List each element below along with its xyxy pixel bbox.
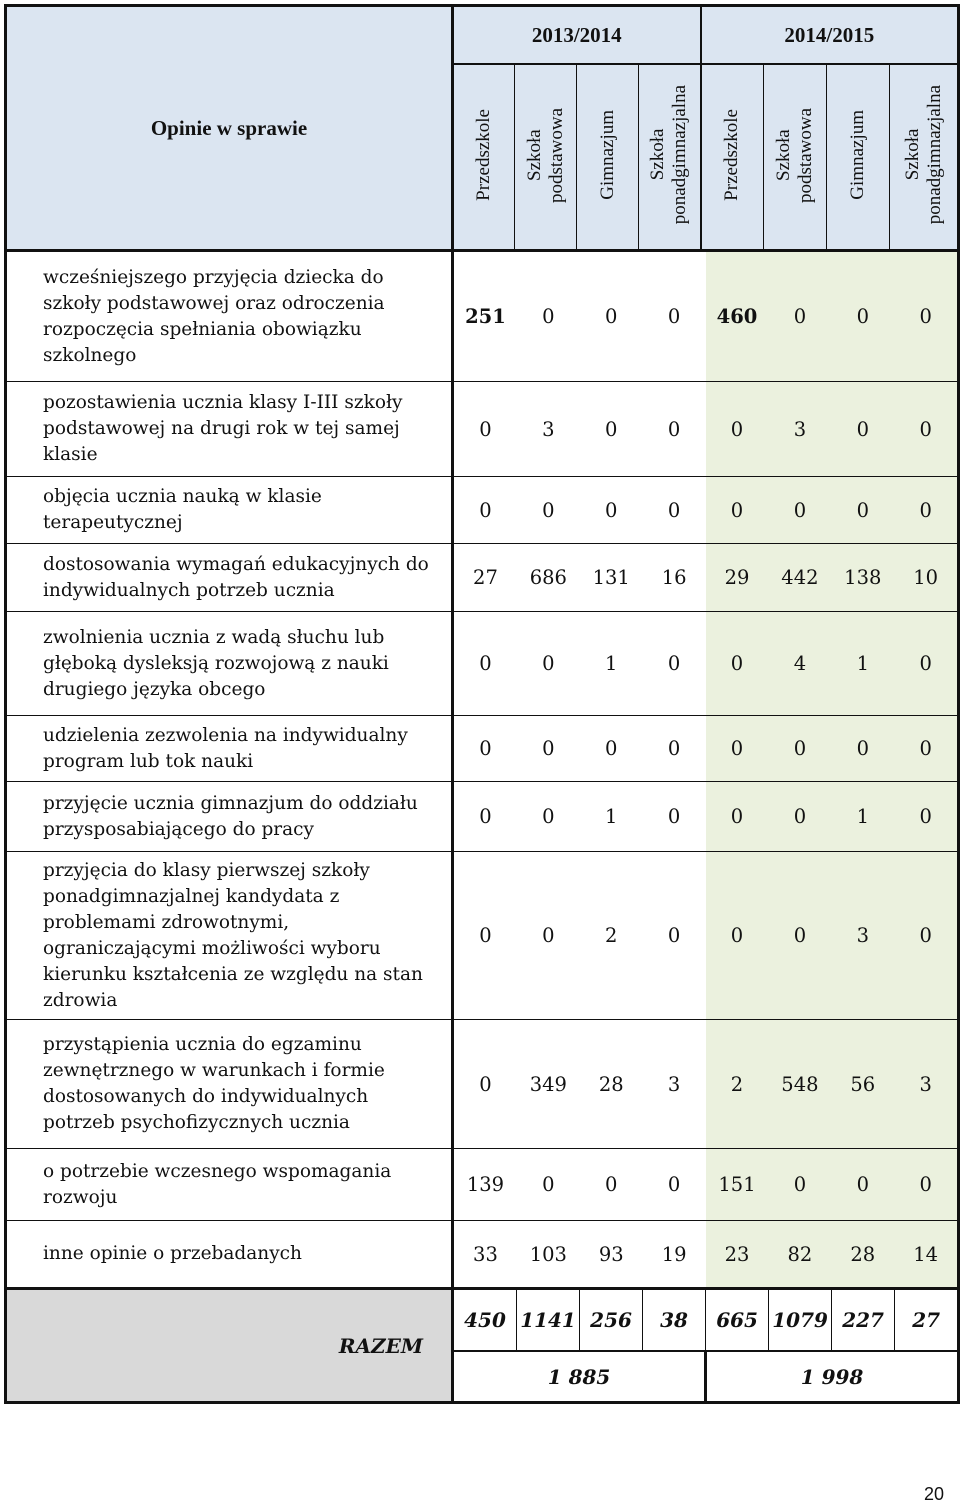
value-cell: 0: [667, 805, 681, 828]
value-cell: 27: [473, 566, 498, 589]
value-cell: 0: [831, 382, 894, 476]
value-cell: 0: [831, 716, 894, 781]
table-row: [6, 716, 959, 782]
sum-2013-2014: 1 885: [454, 1352, 707, 1401]
value-cell: 3: [894, 1020, 957, 1148]
row-label: wcześniejszego przyjęcia dziecka do szkoły podstawowej oraz odroczenia rozpoczęcia spełniania obowiązku szkolnego: [6, 251, 453, 382]
total-value-cell: 450: [454, 1290, 517, 1350]
value-cell: 0: [894, 782, 957, 851]
table-row: [6, 1020, 959, 1149]
value-cell: 1: [831, 782, 894, 851]
total-value-cell: 1079: [769, 1290, 832, 1350]
total-label: RAZEM: [6, 1289, 453, 1403]
sum-2014-2015: 1 998: [800, 1364, 864, 1389]
table-row: [6, 251, 959, 382]
value-cell: 103: [529, 1242, 567, 1266]
col-header: Gimnazjum: [577, 64, 639, 250]
value-cell: 0: [542, 924, 555, 947]
value-cell: 251: [465, 305, 506, 328]
value-cell: 16: [661, 566, 687, 589]
row-label: przyjęcie ucznia gimnazjum do oddziału przysposabiającego do pracy: [6, 782, 453, 852]
value-cell: 3: [768, 382, 831, 476]
table-row: [6, 1149, 959, 1221]
value-cell: 0: [605, 417, 618, 441]
value-cell: 1: [831, 612, 894, 715]
row-values: [453, 716, 959, 782]
value-cell: 56: [831, 1020, 894, 1148]
col-header: Szkoła podstawowa: [515, 64, 577, 250]
value-cell: 28: [831, 1221, 894, 1287]
value-cell: 29: [706, 544, 769, 611]
value-cell: 0: [706, 477, 769, 543]
row-label: pozostawienia ucznia klasy I-III szkoły podstawowej na drugi rok w tej samej klasie: [6, 382, 453, 477]
total-sums: [454, 1350, 957, 1401]
value-cell: 0: [542, 498, 555, 522]
value-cell: 0: [768, 1149, 831, 1220]
value-cell: 0: [542, 737, 555, 760]
row-values: [453, 251, 959, 382]
value-cell: 4: [768, 612, 831, 715]
total-value-cell: 256: [580, 1290, 643, 1350]
value-cell: 0: [667, 652, 681, 675]
header-title: Opinie w sprawie: [6, 6, 453, 251]
value-cell: 28: [598, 1072, 624, 1096]
value-cell: 3: [667, 1072, 681, 1096]
value-cell: 0: [479, 737, 492, 760]
value-cell: 2: [605, 924, 618, 947]
value-cell: 0: [542, 1173, 555, 1196]
value-cell: 0: [894, 477, 957, 543]
value-cell: 82: [768, 1221, 831, 1287]
value-cell: 460: [706, 252, 769, 381]
value-cell: 0: [479, 652, 492, 675]
value-cell: 0: [667, 417, 681, 441]
value-cell: 0: [667, 498, 681, 522]
table-row: [6, 782, 959, 852]
table-row: [6, 1221, 959, 1289]
value-cell: 23: [706, 1221, 769, 1287]
row-values: [453, 852, 959, 1020]
value-cell: 0: [768, 716, 831, 781]
value-cell: 14: [894, 1221, 957, 1287]
value-cell: 0: [667, 305, 681, 328]
value-cell: 33: [473, 1242, 498, 1266]
value-cell: 3: [831, 852, 894, 1019]
value-cell: 0: [831, 252, 894, 381]
value-cell: 0: [706, 782, 769, 851]
table-row: [6, 612, 959, 716]
value-cell: 151: [706, 1149, 769, 1220]
row-label: przyjęcia do klasy pierwszej szkoły ponadgimnazjalnej kandydata z problemami zdrowotnymi, ograniczającymi możliwości wyboru kierunku kształcenia ze względu na stan zdrowia: [6, 852, 453, 1020]
col-header: Szkoła podstawowa: [764, 64, 827, 250]
value-cell: 349: [529, 1072, 567, 1096]
table-row: [6, 544, 959, 612]
value-cell: 0: [667, 737, 681, 760]
value-cell: 0: [542, 652, 555, 675]
col-header: Szkoła ponadgimnazjalna: [890, 64, 959, 250]
col-header: Gimnazjum: [827, 64, 890, 250]
value-cell: 0: [605, 1173, 618, 1196]
value-cell: 0: [768, 252, 831, 381]
value-cell: 548: [768, 1020, 831, 1148]
table-row: [6, 382, 959, 477]
value-cell: 0: [542, 305, 555, 328]
value-cell: 93: [598, 1242, 624, 1266]
value-cell: 2: [706, 1020, 769, 1148]
value-cell: 19: [661, 1242, 687, 1266]
row-values: [453, 1020, 959, 1149]
value-cell: 0: [479, 1072, 492, 1096]
value-cell: 0: [706, 382, 769, 476]
value-cell: 1: [605, 652, 618, 675]
value-cell: 0: [768, 782, 831, 851]
value-cell: 0: [894, 382, 957, 476]
value-cell: 0: [706, 716, 769, 781]
row-values: [453, 544, 959, 612]
row-label: dostosowania wymagań edukacyjnych do indywidualnych potrzeb ucznia: [6, 544, 453, 612]
value-cell: 0: [479, 805, 492, 828]
value-cell: 138: [831, 544, 894, 611]
value-cell: 1: [605, 805, 618, 828]
value-cell: 3: [542, 417, 555, 441]
row-label: przystąpienia ucznia do egzaminu zewnętrznego w warunkach i formie dostosowanych do indywidualnych potrzeb psychofizycznych ucznia: [6, 1020, 453, 1149]
total-cell: [453, 1289, 959, 1403]
value-cell: 131: [592, 566, 630, 589]
value-cell: 0: [542, 805, 555, 828]
row-values: [453, 382, 959, 477]
row-values: [453, 782, 959, 852]
total-value-cell: 27: [912, 1308, 941, 1332]
value-cell: 0: [894, 1149, 957, 1220]
row-label: zwolnienia ucznia z wadą słuchu lub głęboką dysleksją rozwojową z nauki drugiego języka obcego: [6, 612, 453, 716]
total-value-cell: 1141: [517, 1290, 580, 1350]
value-cell: 0: [667, 1173, 681, 1196]
total-value-cell: 38: [643, 1290, 706, 1350]
value-cell: 0: [768, 852, 831, 1019]
value-cell: 0: [605, 498, 618, 522]
row-label: udzielenia zezwolenia na indywidualny program lub tok nauki: [6, 716, 453, 782]
value-cell: 0: [831, 477, 894, 543]
value-cell: 0: [831, 1149, 894, 1220]
value-cell: 0: [894, 252, 957, 381]
value-cell: 0: [706, 612, 769, 715]
value-cell: 0: [894, 716, 957, 781]
col-header: Przedszkole: [701, 64, 764, 250]
table-row: [6, 477, 959, 544]
row-label: inne opinie o przebadanych: [6, 1221, 453, 1289]
total-values: [454, 1290, 957, 1350]
value-cell: 0: [479, 417, 492, 441]
total-value-cell: 227: [832, 1290, 895, 1350]
value-cell: 10: [894, 544, 957, 611]
col-header: Przedszkole: [453, 64, 515, 250]
value-cell: 0: [667, 924, 681, 947]
row-values: [453, 1149, 959, 1221]
value-cell: 0: [706, 852, 769, 1019]
value-cell: 0: [479, 924, 492, 947]
col-header: Szkoła ponadgimnazjalna: [639, 64, 701, 250]
value-cell: 0: [605, 305, 618, 328]
value-cell: 0: [894, 612, 957, 715]
year-2014-2015: 2014/2015: [701, 6, 959, 65]
table-row: [6, 852, 959, 1020]
value-cell: 442: [768, 544, 831, 611]
total-value-cell: 665: [706, 1290, 769, 1350]
row-values: [453, 612, 959, 716]
value-cell: 686: [529, 566, 567, 589]
row-label: objęcia ucznia nauką w klasie terapeutycznej: [6, 477, 453, 544]
page-number: 20: [923, 1484, 944, 1504]
value-cell: 139: [466, 1173, 505, 1196]
value-cell: 0: [479, 498, 492, 522]
year-2013-2014: 2013/2014: [453, 6, 701, 65]
row-label: o potrzebie wczesnego wspomagania rozwoju: [6, 1149, 453, 1221]
row-values: [453, 477, 959, 544]
value-cell: 0: [768, 477, 831, 543]
opinions-table: [4, 4, 960, 1404]
value-cell: 0: [605, 737, 618, 760]
value-cell: 0: [894, 852, 957, 1019]
row-values: [453, 1221, 959, 1289]
